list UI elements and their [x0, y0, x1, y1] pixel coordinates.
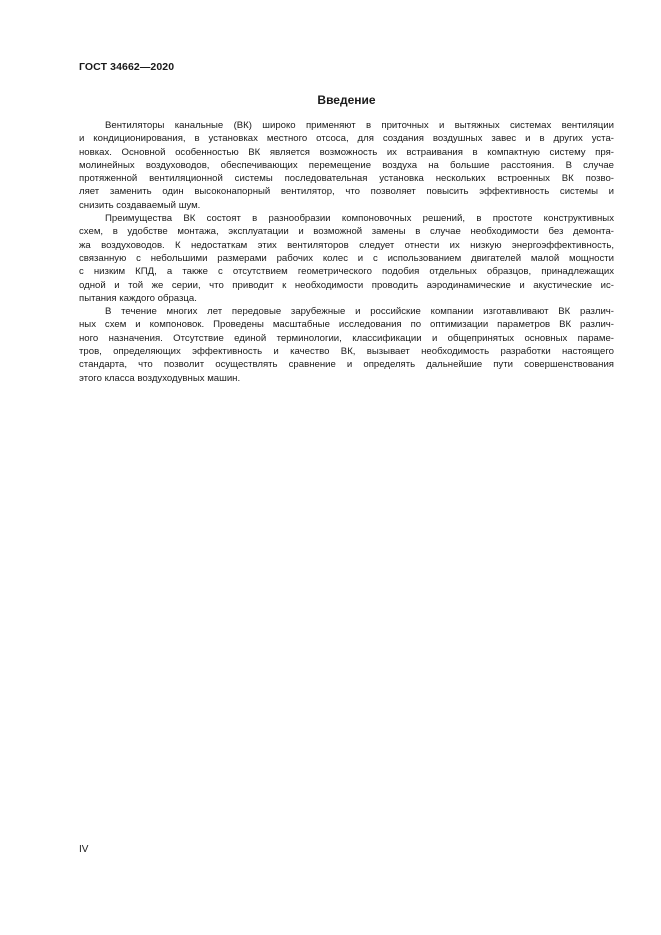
text-line: и кондиционирования, в установках местного отсоса, для создания воздушных завес и в других уста-: [79, 133, 614, 145]
page-number: IV: [79, 844, 89, 855]
text-line: одной и той же серии, что приводит к необходимости проводить аэродинамические и акустические ис-: [79, 279, 614, 291]
section-title: Введение: [317, 93, 376, 107]
text-line: новках. Основной особенностью ВК является возможность их встраивания в компактную систему пря-: [79, 146, 614, 158]
text-line: Вентиляторы канальные (ВК) широко применяют в приточных и вытяжных системах вентиляции: [105, 120, 614, 131]
document-header: ГОСТ 34662—2020: [79, 61, 175, 73]
text-line: жа воздуховодов. К недостаткам этих вентиляторов следует отнести их низкую энергоэффективность,: [79, 239, 614, 251]
text-line: молинейных воздуховодов, обеспечивающих перемещение воздуха на большие расстояния. В случае: [79, 159, 614, 171]
paragraph-3: [79, 305, 614, 385]
paragraph-1: [79, 119, 614, 212]
introduction-body: [79, 119, 614, 385]
text-line: с низким КПД, а также с отсутствием геометрического подобия отдельных образцов, принадлежащих: [79, 266, 614, 278]
text-line: связанную с небольшими размерами рабочих колес и с использованием двигателей малой мощности: [79, 252, 614, 264]
paragraph-2: [79, 212, 614, 305]
text-line: схем, в удобстве монтажа, эксплуатации и возможной замены в случае необходимости без демонта-: [79, 226, 614, 238]
text-line: ляет заменить один высоконапорный вентилятор, что позволяет повысить эффективность системы и: [79, 186, 614, 198]
text-line: этого класса воздуходувных машин.: [79, 372, 241, 384]
text-line: ных схем и компоновок. Проведены масштабные исследования по оптимизации параметров ВК различ-: [79, 319, 614, 331]
text-line: В течение многих лет передовые зарубежные и российские компании изготавливают ВК различ-: [105, 306, 614, 318]
text-line: снизить создаваемый шум.: [79, 199, 201, 211]
text-line: стандарта, что позволит осуществлять сравнение и определять дальнейшие пути совершенствования: [79, 359, 614, 371]
text-line: протяженной вентиляционной системы последовательная установка нескольких встроенных ВК позво-: [79, 173, 614, 185]
text-line: пытания каждого образца.: [79, 292, 197, 304]
text-line: ного назначения. Отсутствие единой терминологии, классификации и общепринятых основных параме-: [79, 332, 614, 344]
text-line: тров, определяющих эффективность и качество ВК, вызывает необходимость разработки настоящего: [79, 346, 614, 358]
text-line: Преимущества ВК состоят в разнообразии компоновочных решений, в простоте конструктивных: [105, 213, 614, 225]
